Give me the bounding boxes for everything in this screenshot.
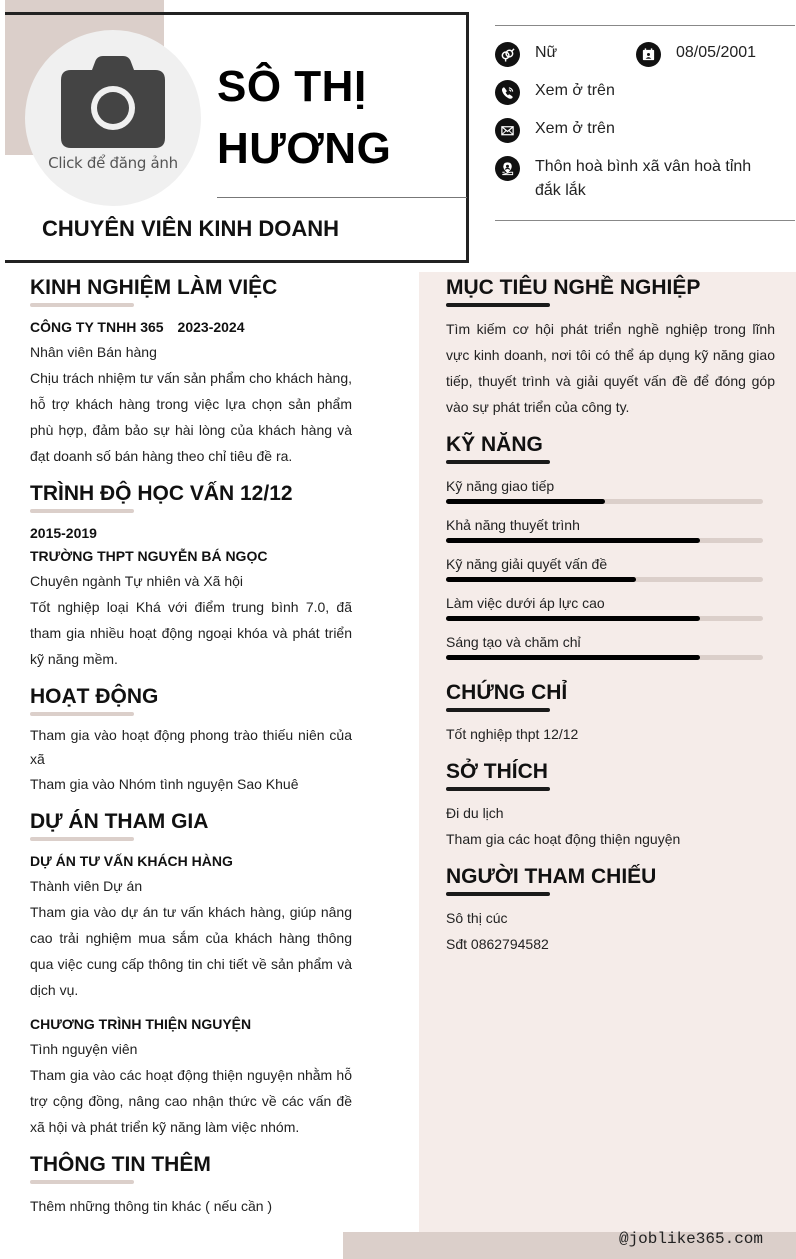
skill-label: Làm việc dưới áp lực cao (446, 595, 605, 611)
gender-icon (495, 42, 520, 67)
skill-label: Sáng tạo và chăm chỉ (446, 634, 581, 650)
skill-label: Kỹ năng giao tiếp (446, 478, 555, 494)
education-period: 2015-2019 (30, 525, 97, 541)
certificate-item: Tốt nghiệp thpt 12/12 (446, 726, 579, 742)
candidate-name-line2: HƯƠNG (217, 124, 392, 173)
skill-bar-fill (446, 655, 700, 660)
experience-position: Nhân viên Bán hàng (30, 344, 157, 360)
objective-text: Tìm kiếm cơ hội phát triển nghề nghiệp trong lĩnh vực kinh doanh, nơi tôi có thể áp dụng kỹ năng giao tiếp, thuyết trình và giải quyết vấn đề để đóng góp vào sự phát triển của công ty. (446, 321, 775, 415)
hobbies-title: SỞ THÍCH (446, 760, 548, 783)
experience-underline (30, 303, 134, 307)
certificates-underline (446, 708, 550, 712)
skill-bar (446, 616, 763, 621)
skill-label: Kỹ năng giải quyết vấn đề (446, 556, 608, 572)
education-description: Tốt nghiệp loại Khá với điểm trung bình 7.0, đã tham gia nhiều hoạt động ngoại khóa và phát triển kỹ năng mềm. (30, 599, 352, 667)
project-description: Tham gia vào dự án tư vấn khách hàng, giúp nâng cao trải nghiệm mua sắm của khách hàng thông qua việc cung cấp thông tin chi tiết về sản phẩm và dịch vụ. (30, 904, 352, 998)
birthday-value: 08/05/2001 (676, 44, 757, 61)
candidate-name (217, 56, 391, 180)
experience-company: CÔNG TY TNHH 365 (30, 319, 164, 335)
skill-item (446, 476, 763, 504)
avatar-upload-label: Click để đăng ảnh (48, 154, 178, 172)
skill-bar (446, 538, 763, 543)
address-value: Thôn hoà bình xã vân hoà tỉnh đắk lắk (535, 158, 752, 199)
activities-title: HOẠT ĐỘNG (30, 685, 159, 708)
contact-phone (495, 80, 615, 105)
experience-description: Chịu trách nhiệm tư vấn sản phẩm cho khách hàng, hỗ trợ khách hàng trong việc lựa chọn sản phẩm phù hợp, đảm bảo sự hài lòng của khách hàng và đạt doanh số bán hàng theo chỉ tiêu đề ra. (30, 370, 352, 464)
contact-divider-bottom (495, 220, 795, 221)
experience-title: KINH NGHIỆM LÀM VIỆC (30, 276, 278, 299)
activities-underline (30, 712, 134, 716)
skills-title: KỸ NĂNG (446, 433, 543, 456)
footer-brand: @joblike365.com (618, 1230, 763, 1248)
references-underline (446, 892, 550, 896)
calendar-icon (636, 42, 661, 67)
email-value: Xem ở trên (535, 120, 615, 137)
project-role: Thành viên Dự án (30, 878, 143, 894)
skill-bar-fill (446, 499, 605, 504)
objective-underline (446, 303, 550, 307)
skill-item (446, 593, 763, 621)
hobby-item: Tham gia các hoạt động thiện nguyện (446, 831, 681, 847)
contact-email (495, 118, 615, 143)
projects-underline (30, 837, 134, 841)
additional-title: THÔNG TIN THÊM (30, 1153, 211, 1176)
hobby-item: Đi du lịch (446, 805, 504, 821)
additional-underline (30, 1180, 134, 1184)
job-title: CHUYÊN VIÊN KINH DOANH (42, 216, 340, 241)
skill-bar (446, 499, 763, 504)
contact-gender (495, 42, 557, 67)
avatar-upload[interactable] (25, 30, 201, 206)
camera-icon (61, 56, 165, 148)
name-divider (217, 197, 467, 198)
candidate-name-line1: SÔ THỊ (217, 62, 367, 111)
skills-underline (446, 460, 550, 464)
skill-bar (446, 577, 763, 582)
certificates-title: CHỨNG CHỈ (446, 681, 568, 704)
skill-item (446, 554, 763, 582)
activity-item: Tham gia vào hoạt động phong trào thiếu niên của xã (30, 727, 352, 767)
hobbies-underline (446, 787, 550, 791)
projects-title: DỰ ÁN THAM GIA (30, 810, 209, 833)
skill-bar-fill (446, 538, 700, 543)
experience-company-line (30, 314, 352, 340)
gender-value: Nữ (535, 44, 558, 61)
reference-item: Sô thị cúc (446, 910, 508, 926)
location-icon (495, 156, 520, 181)
skill-item (446, 515, 763, 543)
additional-text: Thêm những thông tin khác ( nếu cần ) (30, 1198, 273, 1214)
skill-bar-fill (446, 616, 700, 621)
objective-title: MỤC TIÊU NGHỀ NGHIỆP (446, 276, 701, 299)
activity-item: Tham gia vào Nhóm tình nguyện Sao Khuê (30, 776, 299, 792)
reference-item: Sđt 0862794582 (446, 936, 549, 952)
email-icon (495, 118, 520, 143)
references-title: NGƯỜI THAM CHIẾU (446, 865, 657, 888)
education-underline (30, 509, 134, 513)
experience-period: 2023-2024 (177, 319, 245, 335)
phone-value: Xem ở trên (535, 82, 615, 99)
project-name: CHƯƠNG TRÌNH THIỆN NGUYỆN (30, 1016, 252, 1032)
skill-bar (446, 655, 763, 660)
project-name: DỰ ÁN TƯ VẤN KHÁCH HÀNG (30, 853, 233, 869)
contact-address (495, 156, 765, 203)
project-description: Tham gia vào các hoạt động thiện nguyện nhằm hỗ trợ cộng đồng, nâng cao nhận thức về các vấn đề xã hội và phát triển kỹ năng làm việc nhóm. (30, 1067, 352, 1135)
project-role: Tình nguyện viên (30, 1041, 138, 1057)
skill-bar-fill (446, 577, 636, 582)
education-school: TRƯỜNG THPT NGUYỄN BÁ NGỌC (30, 548, 268, 564)
education-major: Chuyên ngành Tự nhiên và Xã hội (30, 573, 244, 589)
skill-item (446, 632, 763, 660)
phone-icon (495, 80, 520, 105)
skill-label: Khả năng thuyết trình (446, 517, 580, 533)
education-title: TRÌNH ĐỘ HỌC VẤN 12/12 (30, 482, 293, 505)
contact-birthday (636, 42, 756, 67)
contact-divider-top (495, 25, 795, 26)
